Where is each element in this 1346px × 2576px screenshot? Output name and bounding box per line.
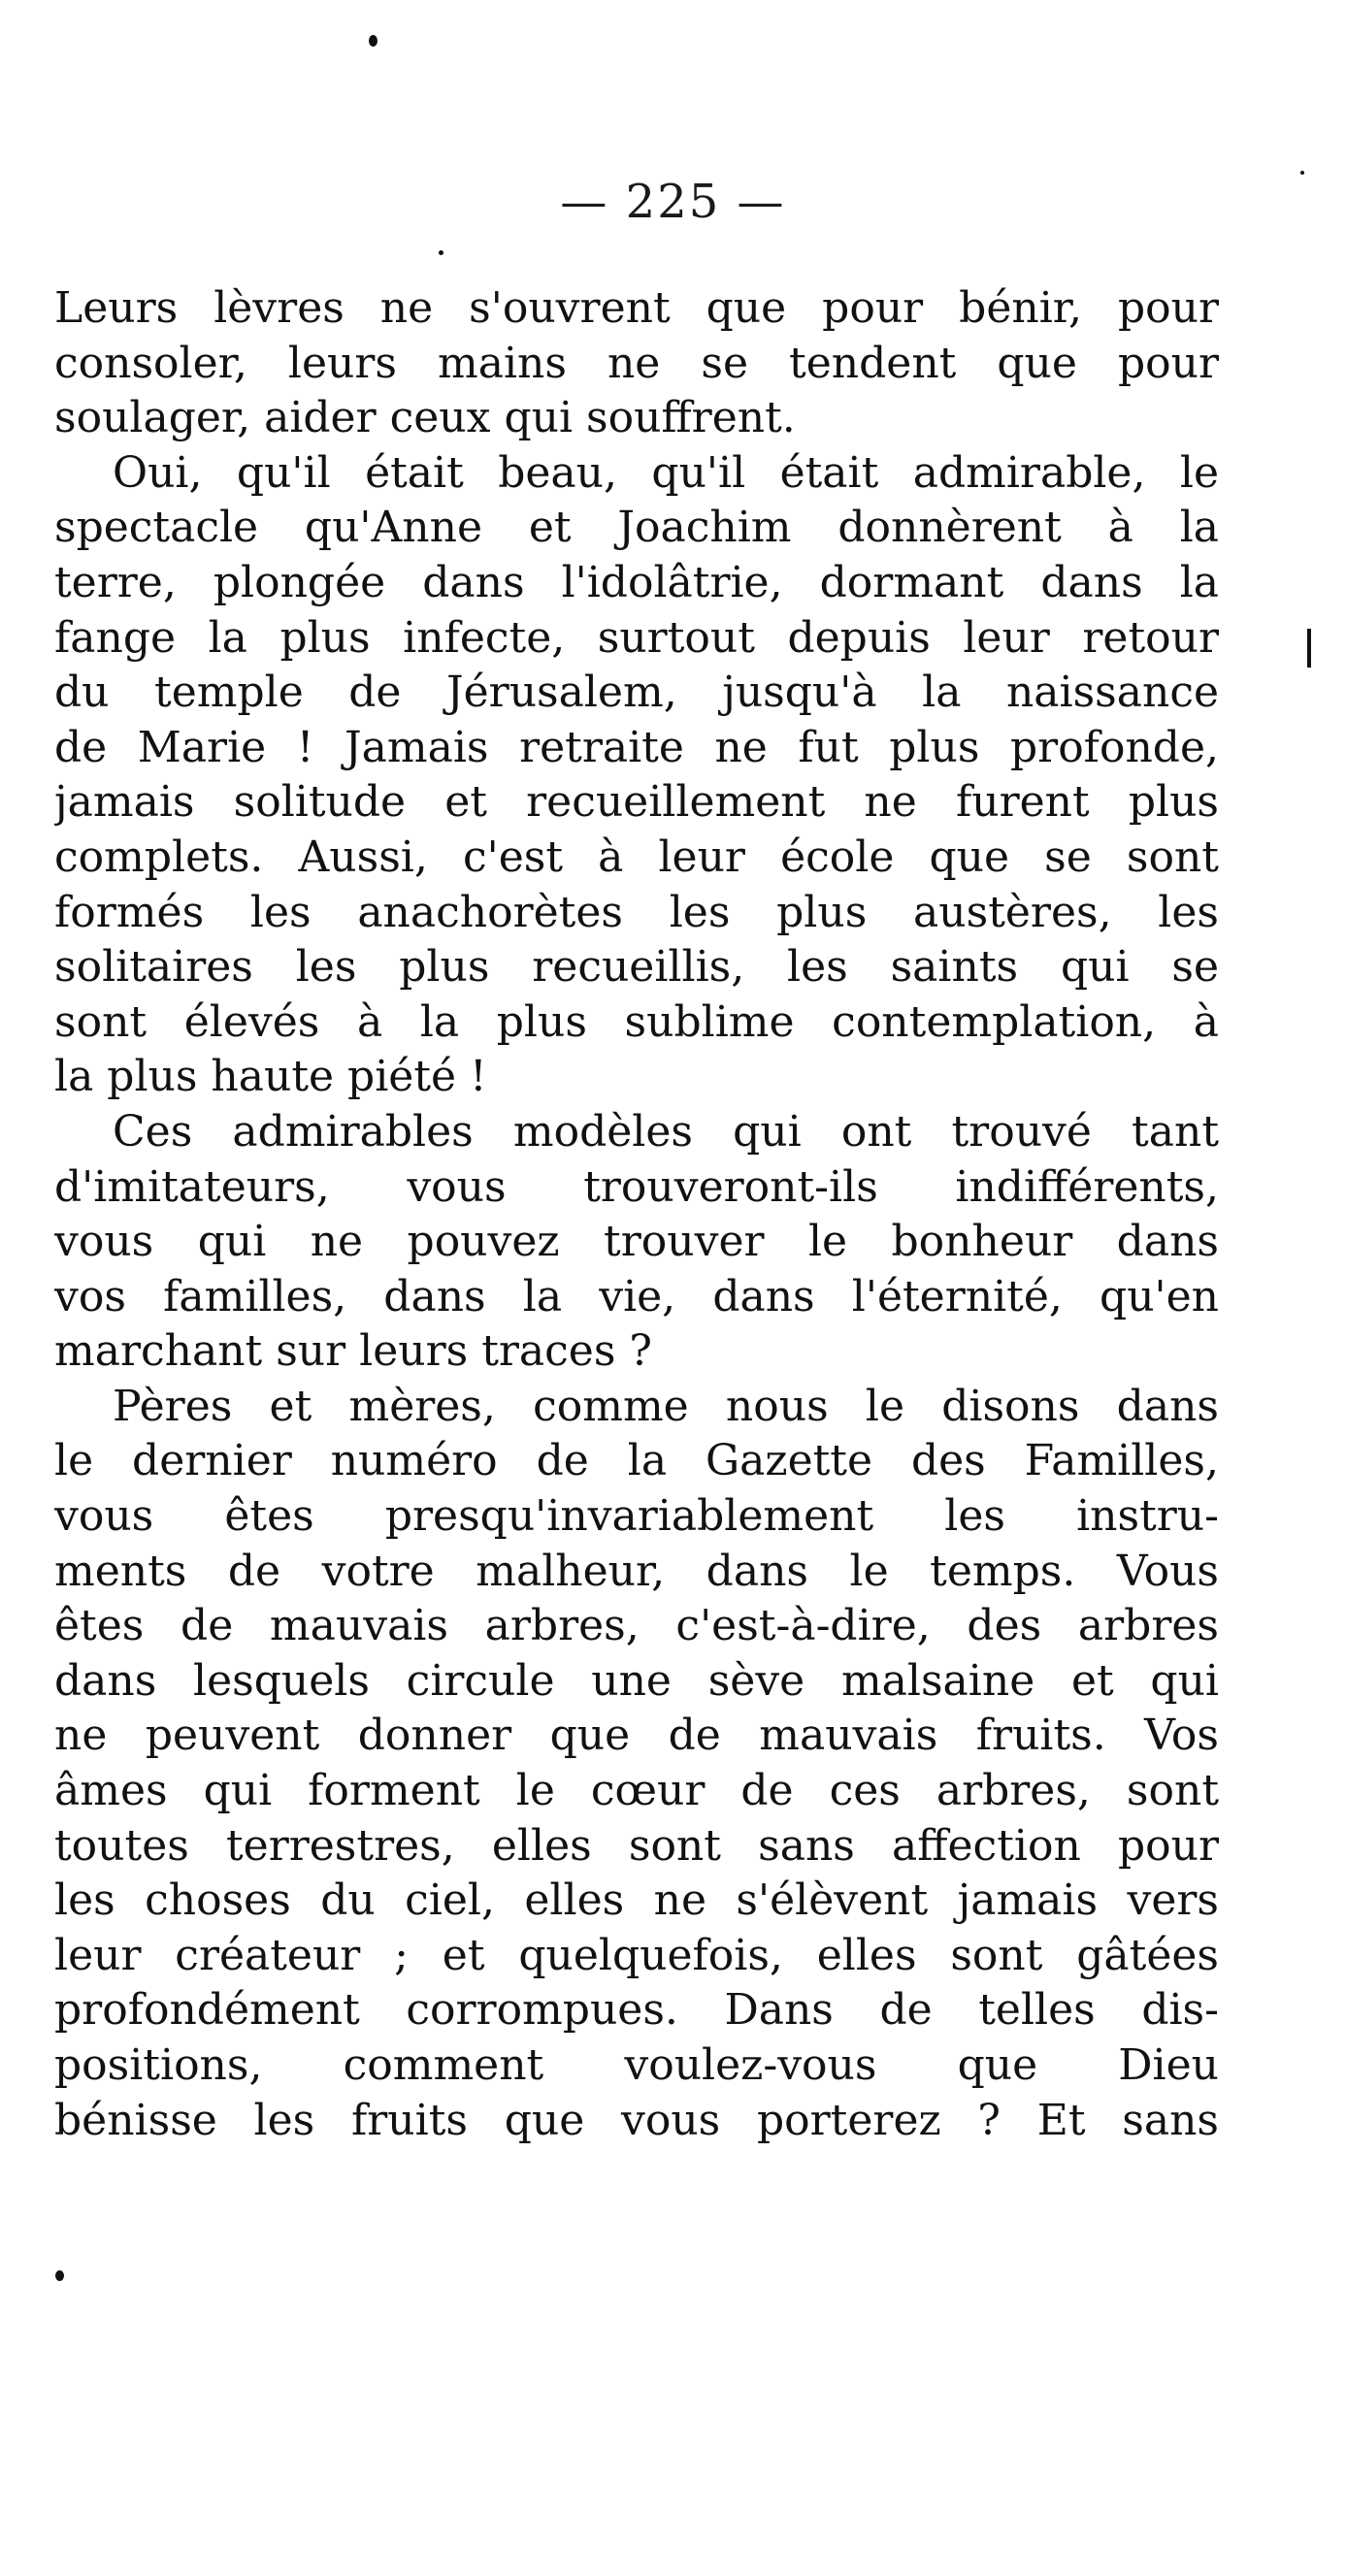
text-line: toutes terrestres, elles sont sans affection pour: [54, 1820, 1219, 1871]
text-line: sont élevés à la plus sublime contemplation, à: [54, 996, 1219, 1047]
text-line: les choses du ciel, elles ne s'élèvent jamais vers: [54, 1875, 1219, 1926]
text-line: soulager, aider ceux qui souffrent.: [54, 393, 796, 443]
text-line: bénisse les fruits que vous porterez ? Et sans: [54, 2095, 1219, 2145]
text-line: le dernier numéro de la Gazette des Familles,: [54, 1436, 1219, 1486]
text-line: vous êtes presqu'invariablement les instru-: [54, 1491, 1219, 1542]
text-line: leur créateur ; et quelquefois, elles sont gâtées: [54, 1930, 1219, 1980]
page-number: — 225 —: [560, 175, 786, 229]
text-line: formés les anachorètes les plus austères, les: [54, 887, 1219, 937]
text-line: ne peuvent donner que de mauvais fruits. Vos: [54, 1711, 1219, 1761]
text-line: Leurs lèvres ne s'ouvrent que pour bénir, pour: [54, 283, 1219, 333]
text-line: dans lesquels circule une sève malsaine et qui: [54, 1655, 1219, 1706]
ink-speck: [369, 35, 378, 47]
text-line: vous qui ne pouvez trouver le bonheur dans: [54, 1217, 1219, 1267]
text-line: profondément corrompues. Dans de telles dis-: [54, 1985, 1219, 2036]
ink-speck: [55, 2270, 64, 2281]
text-line: terre, plongée dans l'idolâtrie, dormant dans la: [54, 557, 1219, 607]
text-line: fange la plus infecte, surtout depuis leur retour: [54, 612, 1219, 663]
text-line: Pères et mères, comme nous le disons dans: [113, 1381, 1219, 1431]
text-line: complets. Aussi, c'est à leur école que se sont: [54, 831, 1219, 882]
text-line: jamais solitude et recueillement ne furent plus: [54, 777, 1219, 828]
text-line: Oui, qu'il était beau, qu'il était admirable, le: [113, 447, 1219, 498]
text-line: êtes de mauvais arbres, c'est-à-dire, des arbres: [54, 1601, 1219, 1651]
text-line: solitaires les plus recueillis, les saints qui se: [54, 942, 1219, 993]
text-line: spectacle qu'Anne et Joachim donnèrent à la: [54, 503, 1219, 553]
text-line: âmes qui forment le cœur de ces arbres, sont: [54, 1766, 1219, 1816]
text-line: la plus haute piété !: [54, 1052, 487, 1102]
text-line: ments de votre malheur, dans le temps. Vous: [54, 1546, 1219, 1596]
ink-mark: [1307, 629, 1311, 668]
body-text: [54, 281, 1219, 2148]
text-line: d'imitateurs, vous trouveront-ils indifférents,: [54, 1161, 1219, 1212]
text-line: du temple de Jérusalem, jusqu'à la naissance: [54, 668, 1219, 718]
ink-speck: [439, 250, 443, 255]
text-line: consoler, leurs mains ne se tendent que pour: [54, 338, 1219, 388]
text-line: positions, comment voulez-vous que Dieu: [54, 2040, 1219, 2090]
text-line: vos familles, dans la vie, dans l'éternité, qu'en: [54, 1271, 1219, 1321]
text-line: de Marie ! Jamais retraite ne fut plus profonde,: [54, 722, 1219, 772]
text-line: marchant sur leurs traces ?: [54, 1326, 652, 1377]
text-line: Ces admirables modèles qui ont trouvé tant: [113, 1106, 1219, 1157]
